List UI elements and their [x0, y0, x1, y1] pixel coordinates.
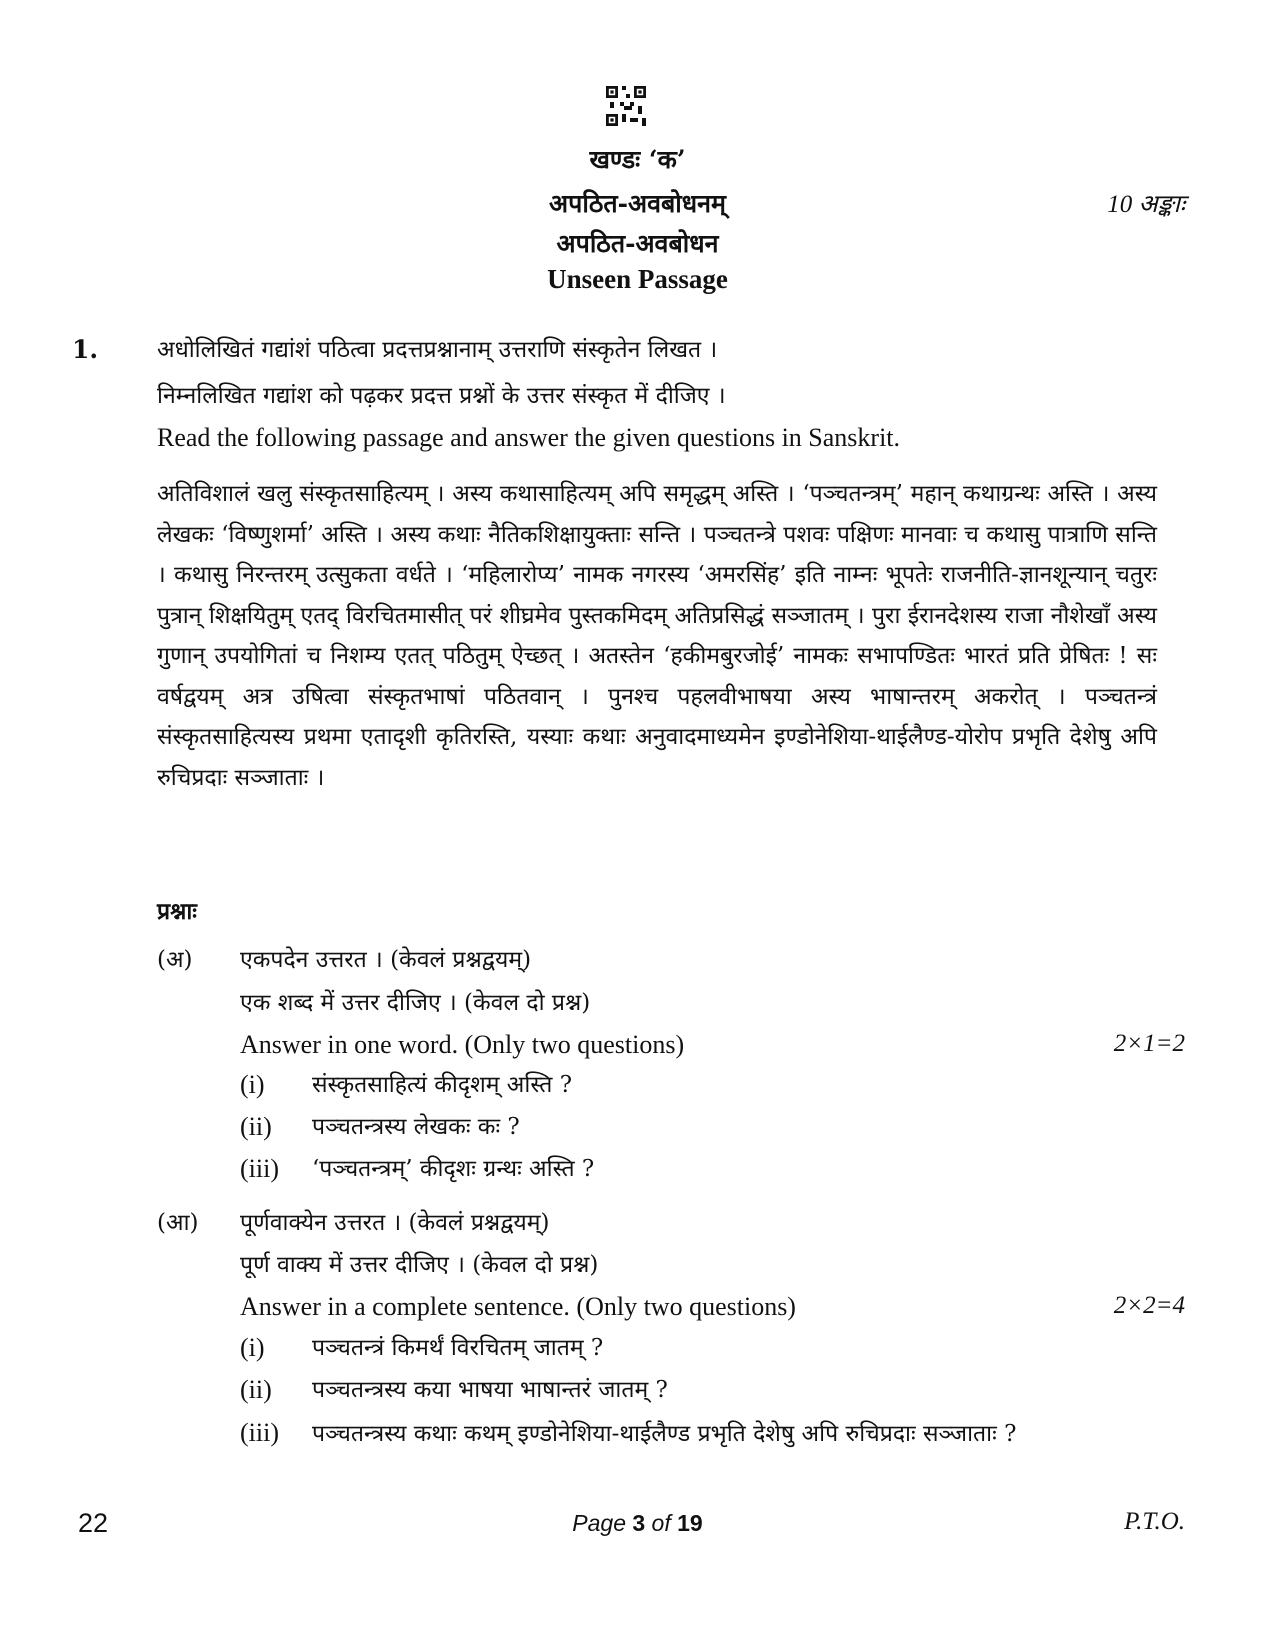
- page-number: [0, 1510, 1275, 1537]
- instruction-hindi: निम्नलिखित गद्यांश को पढ़कर प्रदत्त प्रश्नों के उत्तर संस्कृत में दीजिए ।: [157, 383, 726, 409]
- part-a-instruction-hindi: एक शब्द में उत्तर दीजिए । (केवल दो प्रश्न): [240, 990, 591, 1016]
- part-a-q1-num: (i): [240, 1070, 265, 1099]
- part-a-label: (अ): [157, 947, 193, 973]
- part-a-q2-num: (ii): [240, 1112, 272, 1141]
- question-number: 1.: [72, 335, 99, 364]
- part-a-q3-text: ‘पञ्चतन्त्रम्’ कीदृशः ग्रन्थः अस्ति ?: [312, 1156, 595, 1182]
- footer-code: 22: [78, 1508, 109, 1538]
- part-a-marks: 2×1=2: [1113, 1030, 1185, 1057]
- part-a-q1-text: संस्कृतसाहित्यं कीदृशम् अस्ति ?: [312, 1072, 573, 1098]
- part-b-q1-text: पञ्चतन्त्रं किमर्थं विरचितम् जातम् ?: [312, 1335, 604, 1361]
- part-a-instruction-english: Answer in one word. (Only two questions): [240, 1030, 685, 1059]
- title-sanskrit: अपठित-अवबोधनम्: [549, 189, 726, 218]
- part-a-q2-text: पञ्चतन्त्रस्य लेखकः कः ?: [312, 1114, 520, 1140]
- part-a-q3-num: (iii): [240, 1154, 279, 1183]
- pto-label: P.T.O.: [1124, 1508, 1185, 1535]
- part-b-instruction-hindi: पूर्ण वाक्य में उत्तर दीजिए । (केवल दो प्रश्न): [240, 1252, 599, 1278]
- page-prefix: Page: [572, 1510, 633, 1536]
- part-b-marks: 2×2=4: [1113, 1292, 1185, 1319]
- part-b-instruction-english: Answer in a complete sentence. (Only two questions): [240, 1292, 796, 1321]
- passage: अतिविशालं खलु संस्कृतसाहित्यम् । अस्य कथासाहित्यम् अपि समृद्धम् अस्ति । ‘पञ्चतन्त्रम्’ महान् कथाग्रन्थः अस्ति । अस्य लेखकः ‘विष्णुशर्मा’ अस्ति । अस्य कथाः नैतिकशिक्षायुक्ताः सन्ति । पञ्चतन्त्रे पशवः पक्षिणः मानवाः च कथासु पात्राणि सन्ति । कथासु निरन्तरम् उत्सुकता वर्धते । ‘महिलारोप्य’ नामक नगरस्य ‘अमरसिंह’ इति नाम्नः भूपतेः राजनीति-ज्ञानशून्यान् चतुरः पुत्रान् शिक्षयितुम् एतद् विरचितमासीत् परं शीघ्रमेव पुस्तकमिदम् अतिप्रसिद्धं सञ्जातम् । पुरा ईरानदेशस्य राजा नौशेखाँ अस्य गुणान् उपयोगितां च निशम्य एतत् पठितुम् ऐच्छत् । अतस्तेन ‘हकीमबुरजोई’ नामकः सभापण्डितः भारतं प्रति प्रेषितः ! सः वर्षद्वयम् अत्र उषित्वा संस्कृतभाषां पठितवान् । पुनश्च पहलवीभाषया अस्य भाषान्तरम् अकरोत् । पञ्चतन्त्रं संस्कृतसाहित्यस्य प्रथमा एतादृशी कृतिरस्ति, यस्याः कथाः अनुवादमाध्यमेन इण्डोनेशिया-थाईलैण्ड-योरोप प्रभृति देशेषु अपि रुचिप्रदाः सञ्जाताः ।: [157, 481, 1157, 791]
- instruction-sanskrit: अधोलिखितं गद्यांशं पठित्वा प्रदत्तप्रश्नानाम् उत्तराणि संस्कृतेन लिखत ।: [157, 337, 718, 363]
- page-current: 3: [632, 1510, 646, 1536]
- part-b-q3-num: (iii): [240, 1418, 279, 1447]
- part-b-instruction-sanskrit: पूर्णवाक्येन उत्तरत । (केवलं प्रश्नद्वयम्): [240, 1210, 550, 1236]
- title-english: Unseen Passage: [547, 264, 728, 294]
- instruction-english: Read the following passage and answer the given questions in Sanskrit.: [157, 423, 901, 452]
- qr-code-icon: [606, 86, 646, 126]
- prashna-label: प्रश्नाः: [157, 898, 197, 925]
- page-total: 19: [677, 1510, 703, 1536]
- title-hindi: अपठित-अवबोधन: [556, 229, 719, 258]
- part-b-q1-num: (i): [240, 1333, 265, 1362]
- part-b-q3-text: पञ्चतन्त्रस्य कथाः कथम् इण्डोनेशिया-थाईलैण्ड प्रभृति देशेषु अपि रुचिप्रदाः सञ्जाताः ?: [312, 1421, 1017, 1447]
- section-marks: 10 अङ्काः: [1107, 191, 1185, 218]
- section-heading: खण्डः ‘क’: [589, 145, 686, 174]
- page-of: of: [645, 1510, 678, 1536]
- part-b-label: (आ): [157, 1210, 199, 1236]
- part-b-q2-text: पञ्चतन्त्रस्य कया भाषया भाषान्तरं जातम् ?: [312, 1377, 668, 1403]
- part-b-q2-num: (ii): [240, 1375, 272, 1404]
- part-a-instruction-sanskrit: एकपदेन उत्तरत । (केवलं प्रश्नद्वयम्): [240, 947, 532, 973]
